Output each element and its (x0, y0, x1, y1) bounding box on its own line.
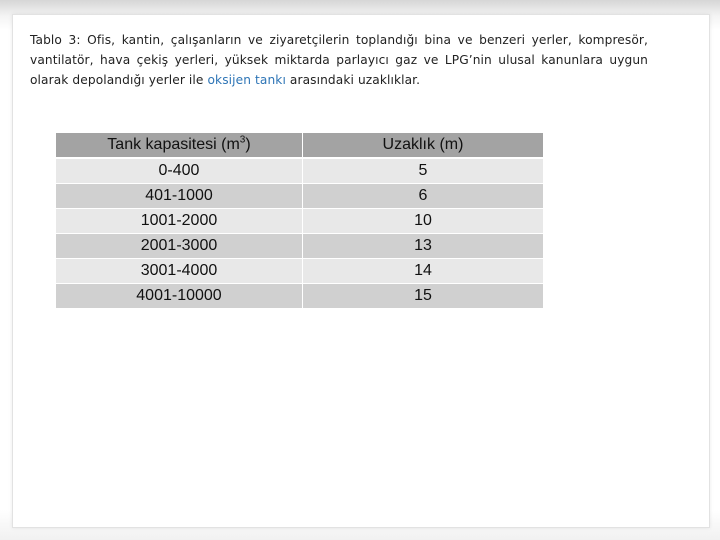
table-row (56, 184, 544, 209)
distance-cell: 14 (303, 259, 544, 284)
table-row (56, 158, 544, 184)
capacity-cell: 401-1000 (56, 184, 303, 209)
capacity-cell: 3001-4000 (56, 259, 303, 284)
table-row (56, 259, 544, 284)
capacity-cell: 4001-10000 (56, 284, 303, 309)
distance-cell: 5 (303, 158, 544, 184)
table-row (56, 284, 544, 309)
table-header-row (56, 133, 544, 159)
header-capacity-close: ) (245, 136, 251, 153)
caption-text-start: Tablo 3: Ofis, kantin, çalışanların ve ziyaretçilerin toplandığı bina ve benzeri yerler, kompresör, vantilatör, hava çekiş yerleri, yüksek miktarda parlayıcı gaz ve LPG’nin ulusal kanunlara uygun olarak depolandığı yerler ile (30, 33, 648, 87)
header-tank-capacity (56, 133, 303, 159)
header-capacity-superscript: 3 (239, 134, 246, 146)
capacity-cell: 1001-2000 (56, 209, 303, 234)
distance-table (55, 132, 544, 309)
caption-text-end: arasındaki uzaklıklar. (285, 73, 421, 87)
table-row (56, 234, 544, 259)
distance-cell: 10 (303, 209, 544, 234)
capacity-cell: 0-400 (56, 158, 303, 184)
distance-cell: 15 (303, 284, 544, 309)
table-row (56, 209, 544, 234)
table-caption (30, 30, 648, 90)
distance-cell: 6 (303, 184, 544, 209)
header-distance: Uzaklık (m) (303, 133, 544, 159)
capacity-cell: 2001-3000 (56, 234, 303, 259)
header-capacity-text: Tank kapasitesi (m (107, 136, 240, 153)
distance-cell: 13 (303, 234, 544, 259)
caption-highlight: oksijen tankı (207, 73, 286, 87)
